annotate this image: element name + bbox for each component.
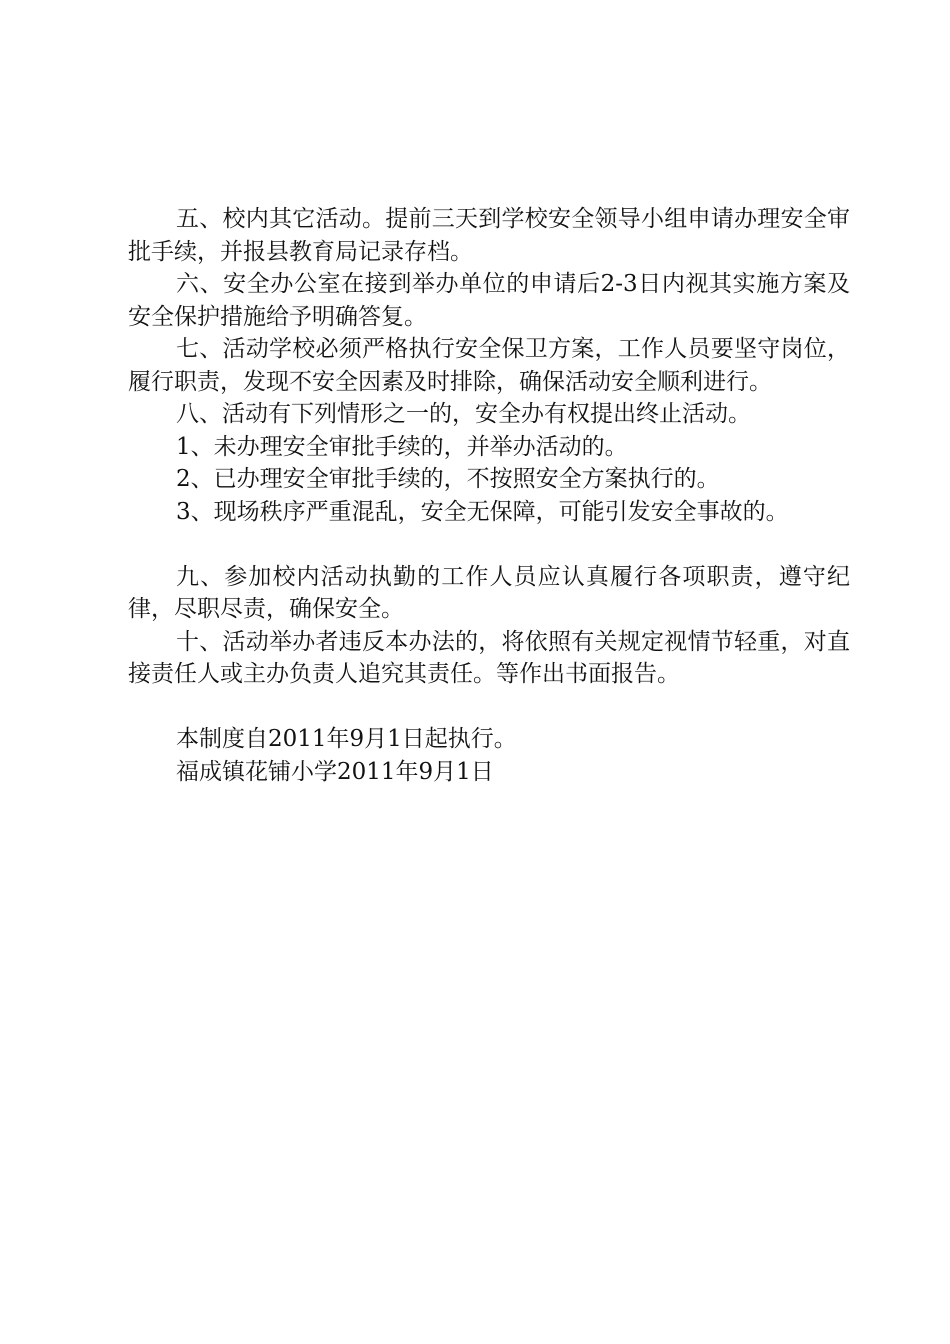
paragraph-gap xyxy=(128,691,850,724)
paragraph-9-duty-staff: 九、参加校内活动执勤的工作人员应认真履行各项职责，遵守纪律，尽职尽责，确保安全。 xyxy=(128,563,850,622)
signature-line: 福成镇花铺小学2011年9月1日 xyxy=(176,758,494,785)
paragraph-7-security-plan: 七、活动学校必须严格执行安全保卫方案，工作人员要坚守岗位，履行职责，发现不安全因素及时排除，确保活动安全顺利进行。 xyxy=(128,336,850,395)
paragraph-gap xyxy=(128,528,850,561)
list-item-2: 2、已办理安全审批手续的，不按照安全方案执行的。 xyxy=(176,466,720,492)
paragraph-10-violations: 十、活动举办者违反本办法的，将依照有关规定视情节轻重，对直接责任人或主办负责人追究其责任。等作出书面报告。 xyxy=(128,628,850,687)
list-item-3: 3、现场秩序严重混乱，安全无保障，可能引发安全事故的。 xyxy=(176,498,789,525)
effective-date: 本制度自2011年9月1日起执行。 xyxy=(176,726,517,752)
document-body xyxy=(128,203,850,788)
list-item-1: 1、未办理安全审批手续的，并举办活动的。 xyxy=(176,433,628,460)
paragraph-5-other-activities: 五、校内其它活动。提前三天到学校安全领导小组申请办理安全审批手续，并报县教育局记录存档。 xyxy=(128,206,850,265)
paragraph-6-safety-office-reply: 六、安全办公室在接到举办单位的申请后2-3日内视其实施方案及安全保护措施给予明确答复。 xyxy=(128,271,850,330)
paragraph-8-termination-conditions: 八、活动有下列情形之一的，安全办有权提出终止活动。 xyxy=(176,401,751,427)
